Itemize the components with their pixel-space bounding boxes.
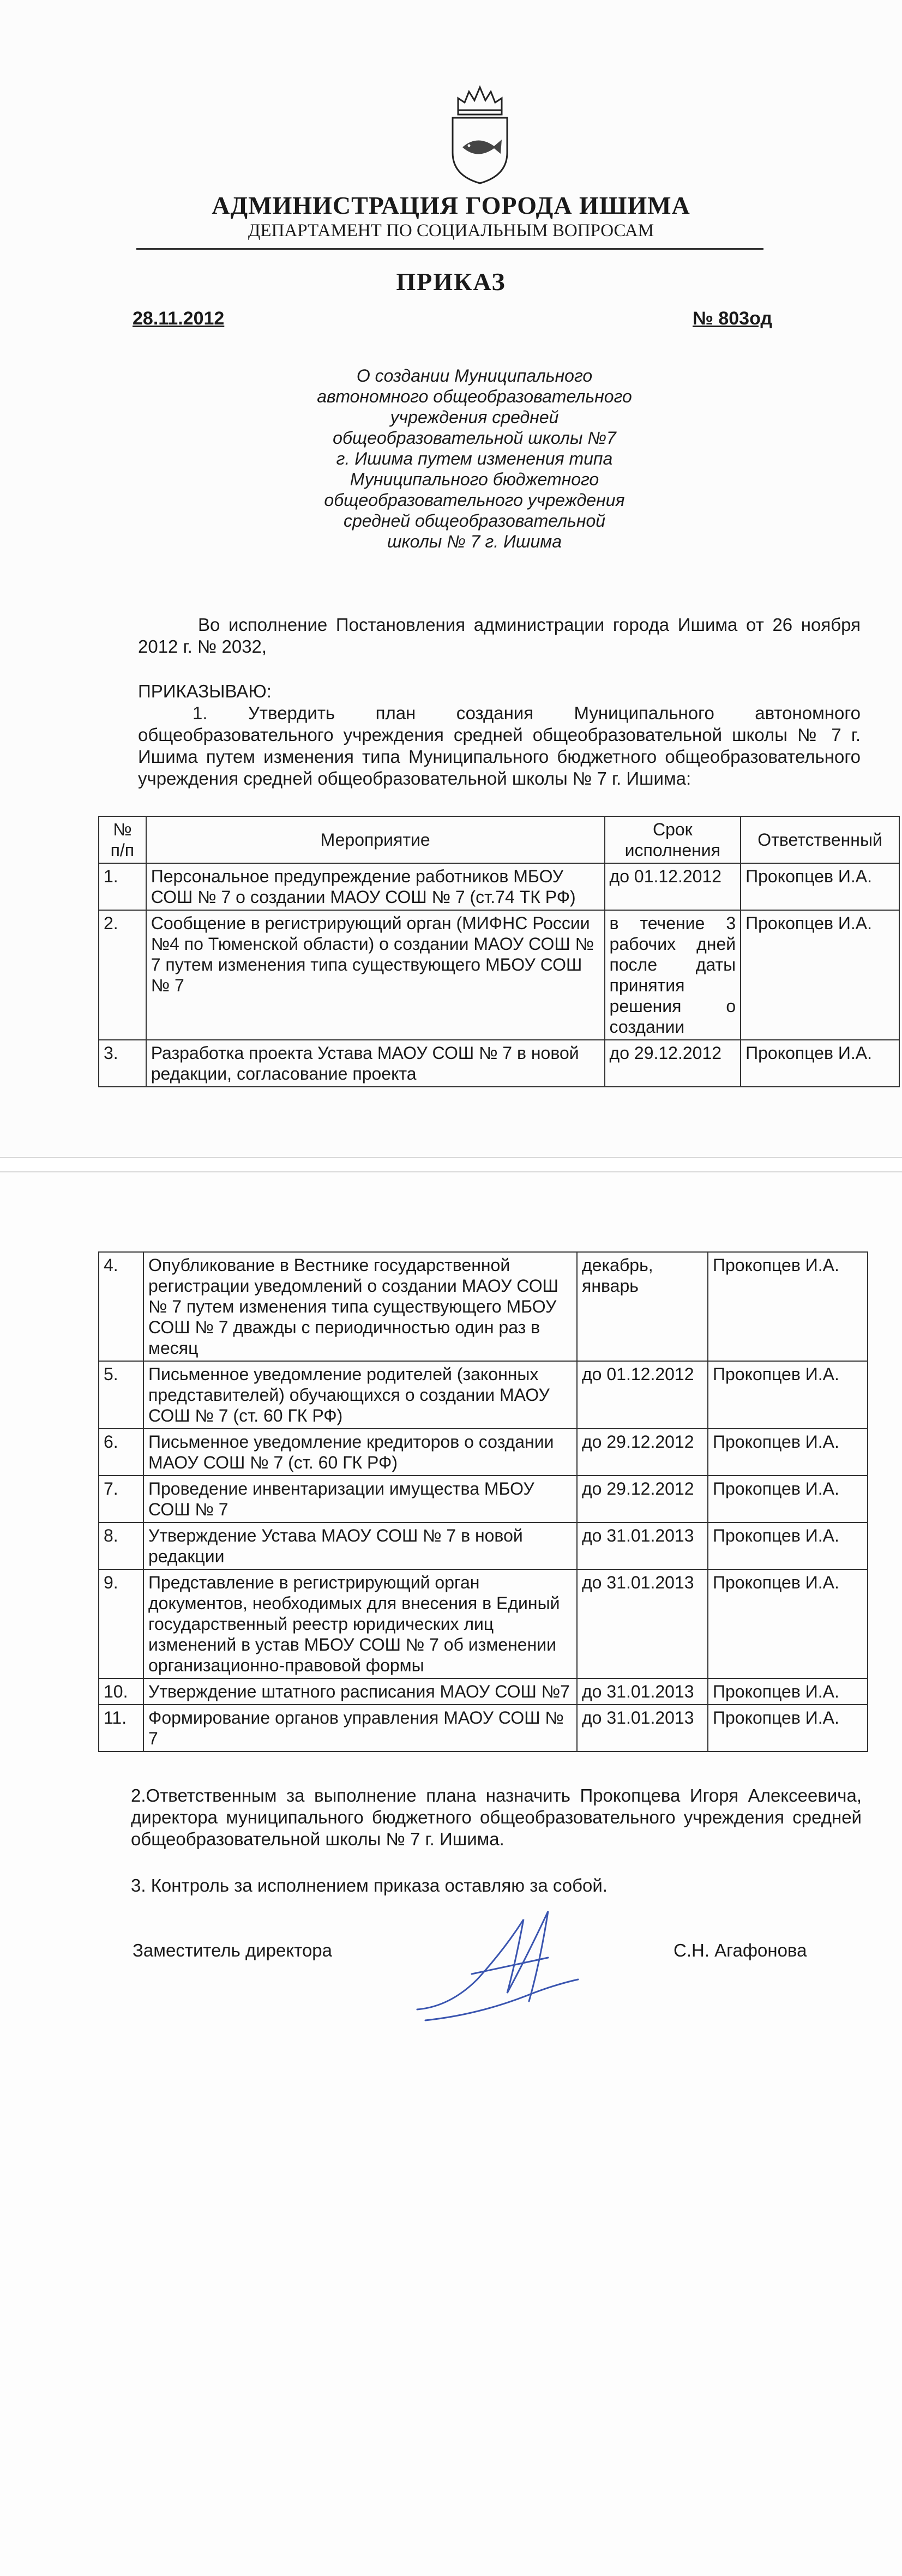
subject-line: общеобразовательного учреждения	[324, 490, 625, 510]
row-due: до 29.12.2012	[605, 1040, 741, 1087]
row-number: 5.	[99, 1361, 143, 1429]
row-responsible: Прокопцев И.А.	[708, 1476, 868, 1522]
row-number: 1.	[99, 863, 146, 910]
table-row	[99, 863, 899, 910]
row-number: 3.	[99, 1040, 146, 1087]
row-number: 6.	[99, 1429, 143, 1476]
table-row	[99, 910, 899, 1040]
coat-of-arms-icon	[447, 82, 513, 185]
order-subject	[262, 365, 687, 552]
org-subtitle: ДЕПАРТАМЕНТ ПО СОЦИАЛЬНЫМ ВОПРОСАМ	[248, 221, 654, 240]
row-responsible: Прокопцев И.А.	[708, 1522, 868, 1569]
table-row	[99, 1476, 868, 1522]
row-task: Представление в регистрирующий орган документов, необходимых для внесения в Единый государственный реестр юридических лиц изменений в устав МБОУ СОШ № 7 об изменении организационно-правовой формы	[143, 1569, 577, 1678]
row-due: до 31.01.2013	[577, 1678, 708, 1705]
document-type: ПРИКАЗ	[396, 268, 506, 296]
row-number: 11.	[99, 1705, 143, 1752]
signer-name: С.Н. Агафонова	[674, 1940, 807, 1960]
table-row	[99, 1252, 868, 1361]
plan-table-part-1	[98, 816, 900, 1087]
row-responsible: Прокопцев И.А.	[741, 863, 899, 910]
table-row	[99, 1522, 868, 1569]
table-row	[99, 1569, 868, 1678]
subject-line: школы № 7 г. Ишима	[387, 532, 562, 551]
row-responsible: Прокопцев И.А.	[741, 910, 899, 1040]
order-word: ПРИКАЗЫВАЮ:	[138, 681, 272, 701]
row-number: 10.	[99, 1678, 143, 1705]
row-task: Разработка проекта Устава МАОУ СОШ № 7 в новой редакции, согласование проекта	[146, 1040, 605, 1087]
row-responsible: Прокопцев И.А.	[708, 1569, 868, 1678]
table-row	[99, 1429, 868, 1476]
table-header-row	[99, 816, 899, 863]
row-task: Сообщение в регистрирующий орган (МИФНС России №4 по Тюменской области) о создании МАОУ СОШ № 7 путем изменения типа существующего МБОУ СОШ № 7	[146, 910, 605, 1040]
header-divider	[136, 248, 763, 250]
row-responsible: Прокопцев И.А.	[708, 1252, 868, 1361]
row-task: Письменное уведомление кредиторов о создании МАОУ СОШ № 7 (ст. 60 ГК РФ)	[143, 1429, 577, 1476]
subject-line: средней общеобразовательной	[343, 511, 606, 531]
row-number: 8.	[99, 1522, 143, 1569]
handwritten-signature-icon	[412, 1898, 586, 2029]
page-edge	[0, 1157, 902, 1158]
row-task: Формирование органов управления МАОУ СОШ № 7	[143, 1705, 577, 1752]
document-number: № 803од	[693, 308, 772, 329]
row-due: до 29.12.2012	[577, 1429, 708, 1476]
row-task: Письменное уведомление родителей (законных представителей) обучающихся о создании МАОУ СОШ № 7 (ст. 60 ГК РФ)	[143, 1361, 577, 1429]
row-responsible: Прокопцев И.А.	[741, 1040, 899, 1087]
row-due: до 31.01.2013	[577, 1522, 708, 1569]
row-due: до 29.12.2012	[577, 1476, 708, 1522]
column-header-task: Мероприятие	[146, 816, 605, 863]
row-due: до 31.01.2013	[577, 1569, 708, 1678]
table-row	[99, 1678, 868, 1705]
column-header-number: № п/п	[99, 816, 146, 863]
column-header-responsible: Ответственный	[741, 816, 899, 863]
row-task: Опубликование в Вестнике государственной регистрации уведомлений о создании МАОУ СОШ № 7 путем изменения типа существующего МБОУ СОШ № 7 дважды с периодичностью один раз в месяц	[143, 1252, 577, 1361]
row-task: Проведение инвентаризации имущества МБОУ СОШ № 7	[143, 1476, 577, 1522]
document-date: 28.11.2012	[133, 308, 225, 329]
row-number: 9.	[99, 1569, 143, 1678]
column-header-due: Срок исполнения	[605, 816, 741, 863]
page-1	[0, 0, 902, 1156]
row-responsible: Прокопцев И.А.	[708, 1361, 868, 1429]
row-due: декабрь, январь	[577, 1252, 708, 1361]
row-due: в течение 3 рабочих дней после даты принятия решения о создании	[605, 910, 741, 1040]
order-item-3: 3. Контроль за исполнением приказа оставляю за собой.	[131, 1875, 608, 1895]
plan-table-part-2	[98, 1251, 868, 1752]
subject-line: общеобразовательной школы №7	[333, 428, 616, 448]
signer-role: Заместитель директора	[133, 1940, 332, 1960]
table-row	[99, 1361, 868, 1429]
subject-line: учреждения средней	[390, 407, 559, 427]
subject-line: г. Ишима путем изменения типа	[336, 449, 613, 468]
row-responsible: Прокопцев И.А.	[708, 1429, 868, 1476]
row-task: Утверждение штатного расписания МАОУ СОШ №7	[143, 1678, 577, 1705]
subject-line: О создании Муниципального	[356, 366, 593, 386]
table-row	[99, 1040, 899, 1087]
row-task: Персональное предупреждение работников МБОУ СОШ № 7 о создании МАОУ СОШ № 7 (ст.74 ТК РФ)	[146, 863, 605, 910]
order-item-2: 2.Ответственным за выполнение плана назначить Прокопцева Игоря Алексеевича, директора муниципального бюджетного общеобразовательного учреждения средней общеобразовательной школы № 7 г. Ишима.	[131, 1785, 862, 1849]
order-item-1: 1. Утвердить план создания Муниципального автономного общеобразовательного учреждения средней общеобразовательной школы № 7 г. Ишима путем изменения типа Муниципального бюджетного общеобразовательного учреждения средней общеобразовательной школы № 7 г. Ишима:	[138, 703, 861, 789]
subject-line: Муниципального бюджетного	[350, 470, 599, 489]
row-due: до 31.01.2013	[577, 1705, 708, 1752]
row-responsible: Прокопцев И.А.	[708, 1678, 868, 1705]
subject-line: автономного общеобразовательного	[317, 387, 632, 406]
row-due: до 01.12.2012	[605, 863, 741, 910]
row-number: 2.	[99, 910, 146, 1040]
org-title: АДМИНИСТРАЦИЯ ГОРОДА ИШИМА	[212, 191, 690, 219]
row-due: до 01.12.2012	[577, 1361, 708, 1429]
row-task: Утверждение Устава МАОУ СОШ № 7 в новой редакции	[143, 1522, 577, 1569]
table-row	[99, 1705, 868, 1752]
row-number: 4.	[99, 1252, 143, 1361]
row-responsible: Прокопцев И.А.	[708, 1705, 868, 1752]
row-number: 7.	[99, 1476, 143, 1522]
basis-paragraph: Во исполнение Постановления администрации города Ишима от 26 ноября 2012 г. № 2032,	[138, 615, 861, 657]
